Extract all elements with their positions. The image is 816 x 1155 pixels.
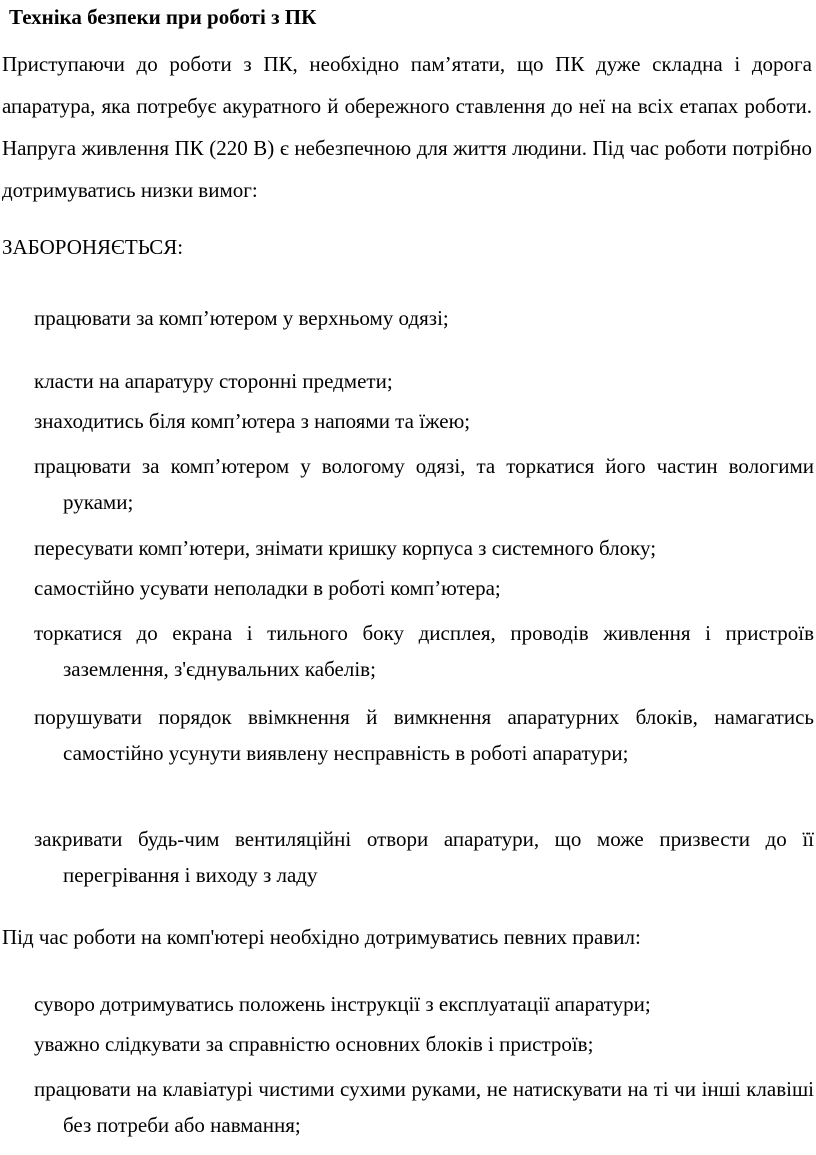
- forbidden-heading: ЗАБОРОНЯЄТЬСЯ:: [2, 235, 184, 259]
- forbidden-item: пересувати комп’ютери, знімати кришку корпуса з системного блоку;: [34, 536, 657, 560]
- rules-item: працювати на клавіатурі чистими сухими руками, не натискувати на ті чи інші клавіші без потреби або навмання;: [34, 1077, 814, 1137]
- forbidden-item: порушувати порядок ввімкнення й вимкнення апаратурних блоків, намагатись самостійно усунути виявлену несправність в роботі апаратури;: [34, 705, 814, 765]
- rules-heading: Під час роботи на комп'ютері необхідно дотримуватись певних правил:: [2, 925, 641, 949]
- forbidden-item: самостійно усувати неполадки в роботі комп’ютера;: [34, 576, 501, 600]
- forbidden-item: закривати будь-чим вентиляційні отвори апаратури, що може призвести до її перегрівання і виходу з ладу: [34, 827, 814, 887]
- forbidden-item: працювати за комп’ютером у вологому одязі, та торкатися його частин вологими руками;: [34, 454, 814, 514]
- rules-item: уважно слідкувати за справністю основних блоків і пристроїв;: [34, 1032, 594, 1056]
- forbidden-item: торкатися до екрана і тильного боку дисплея, проводів живлення і пристроїв заземлення, з'єднувальних кабелів;: [34, 621, 814, 681]
- rules-item: суворо дотримуватись положень інструкції з експлуатації апаратури;: [34, 992, 651, 1016]
- forbidden-item: працювати за комп’ютером у верхньому одязі;: [34, 306, 449, 330]
- forbidden-item: класти на апаратуру сторонні предмети;: [34, 369, 393, 393]
- document-title: Техніка безпеки при роботі з ПК: [9, 5, 317, 29]
- forbidden-item: знаходитись біля комп’ютера з напоями та їжею;: [34, 409, 471, 433]
- intro-paragraph: Приступаючи до роботи з ПК, необхідно пам’ятати, що ПК дуже складна і дорога апаратура, яка потребує акуратного й обережного ставлення до неї на всіх етапах роботи. Напруга живлення ПК (220 В) є небезпечною для життя людини. Під час роботи потрібно дотримуватись низки вимог:: [2, 52, 812, 202]
